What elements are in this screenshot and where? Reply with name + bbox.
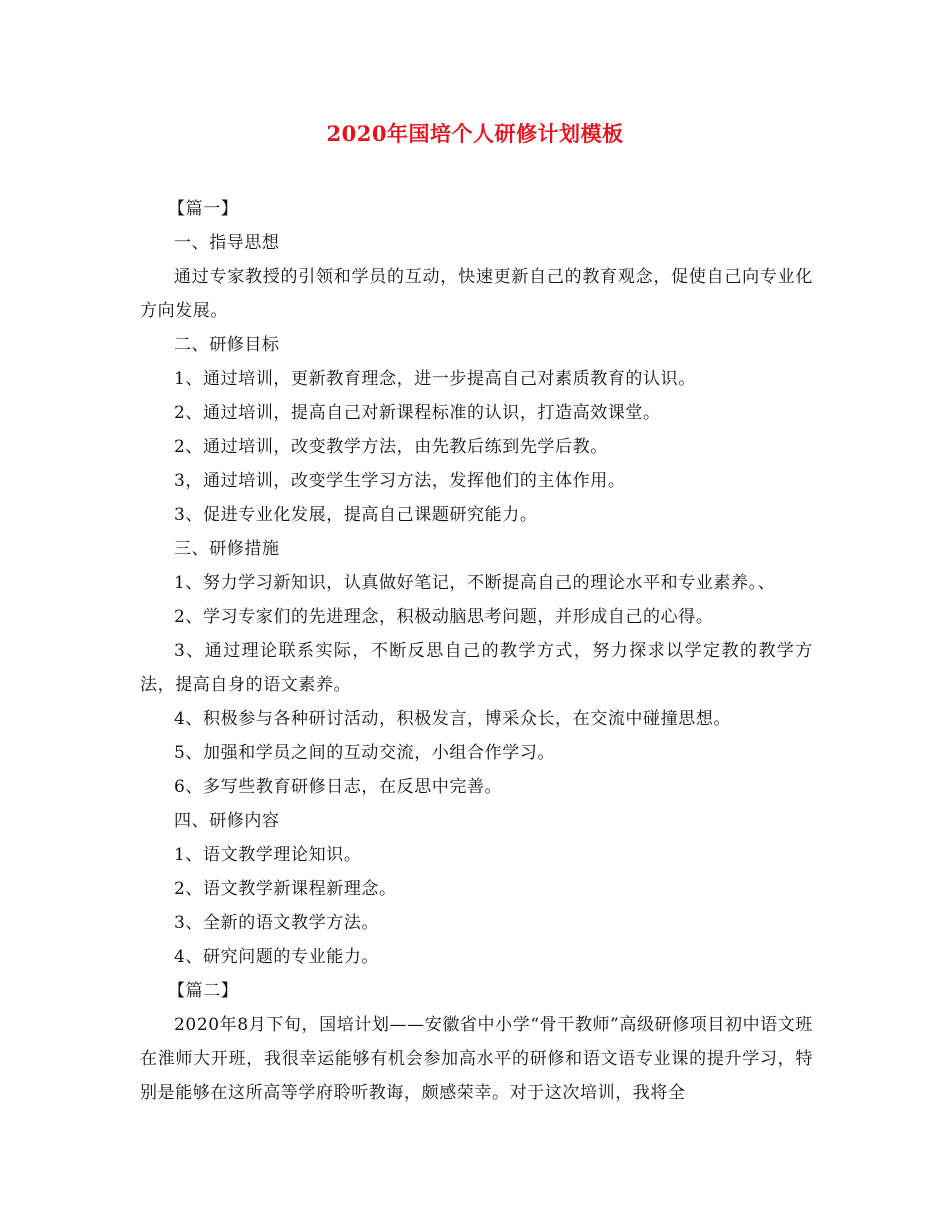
list-item: 1、通过培训，更新教育理念，进一步提高自己对素质教育的认识。 bbox=[174, 369, 696, 389]
list-item: 4、积极参与各种研讨活动，积极发言，博采众长，在交流中碰撞思想。 bbox=[174, 709, 732, 729]
heading-study-measures: 三、研修措施 bbox=[174, 539, 280, 559]
heading-guiding-thought: 一、指导思想 bbox=[174, 233, 280, 253]
paragraph: 通过专家教授的引领和学员的互动，快速更新自己的教育观念，促使自己向专业化方向发展。 bbox=[140, 267, 813, 321]
list-item: 6、多写些教育研修日志，在反思中完善。 bbox=[174, 777, 503, 797]
section-heading-part-2: 【篇二】 bbox=[168, 981, 239, 1001]
list-item: 4、研究问题的专业能力。 bbox=[174, 947, 380, 967]
document-body bbox=[140, 192, 813, 1110]
list-item: 3、促进专业化发展，提高自己课题研究能力。 bbox=[174, 505, 538, 525]
list-item: 3、全新的语文教学方法。 bbox=[174, 913, 380, 933]
list-item: 5、加强和学员之间的互动交流，小组合作学习。 bbox=[174, 743, 556, 763]
list-item: 2、通过培训，改变教学方法，由先教后练到先学后教。 bbox=[174, 437, 608, 457]
section-heading-part-1: 【篇一】 bbox=[168, 199, 239, 219]
heading-study-goals: 二、研修目标 bbox=[174, 335, 280, 355]
document-title: 2020年国培个人研修计划模板 bbox=[326, 121, 624, 146]
list-item: 1、努力学习新知识，认真做好笔记，不断提高自己的理论水平和专业素养。、 bbox=[174, 573, 776, 593]
list-item: 2、语文教学新课程新理念。 bbox=[174, 879, 397, 899]
list-item: 3、通过理论联系实际，不断反思自己的教学方式，努力探求以学定教的教学方法，提高自身的语文素养。 bbox=[140, 641, 813, 695]
list-item: 1、语文教学理论知识。 bbox=[174, 845, 362, 865]
heading-study-content: 四、研修内容 bbox=[174, 811, 280, 831]
paragraph: 2020年8月下旬，国培计划——安徽省中小学“骨干教师”高级研修项目初中语文班在淮师大开班，我很幸运能够有机会参加高水平的研修和语文语专业课的提升学习，特别是能够在这所高等学府聆听教诲，颇感荣幸。对于这次培训，我将全 bbox=[140, 1015, 813, 1103]
list-item: 3，通过培训，改变学生学习方法，发挥他们的主体作用。 bbox=[174, 471, 626, 491]
list-item: 2、学习专家们的先进理念，积极动脑思考问题，并形成自己的心得。 bbox=[174, 607, 714, 627]
list-item: 2、通过培训，提高自己对新课程标准的认识，打造高效课堂。 bbox=[174, 403, 661, 423]
